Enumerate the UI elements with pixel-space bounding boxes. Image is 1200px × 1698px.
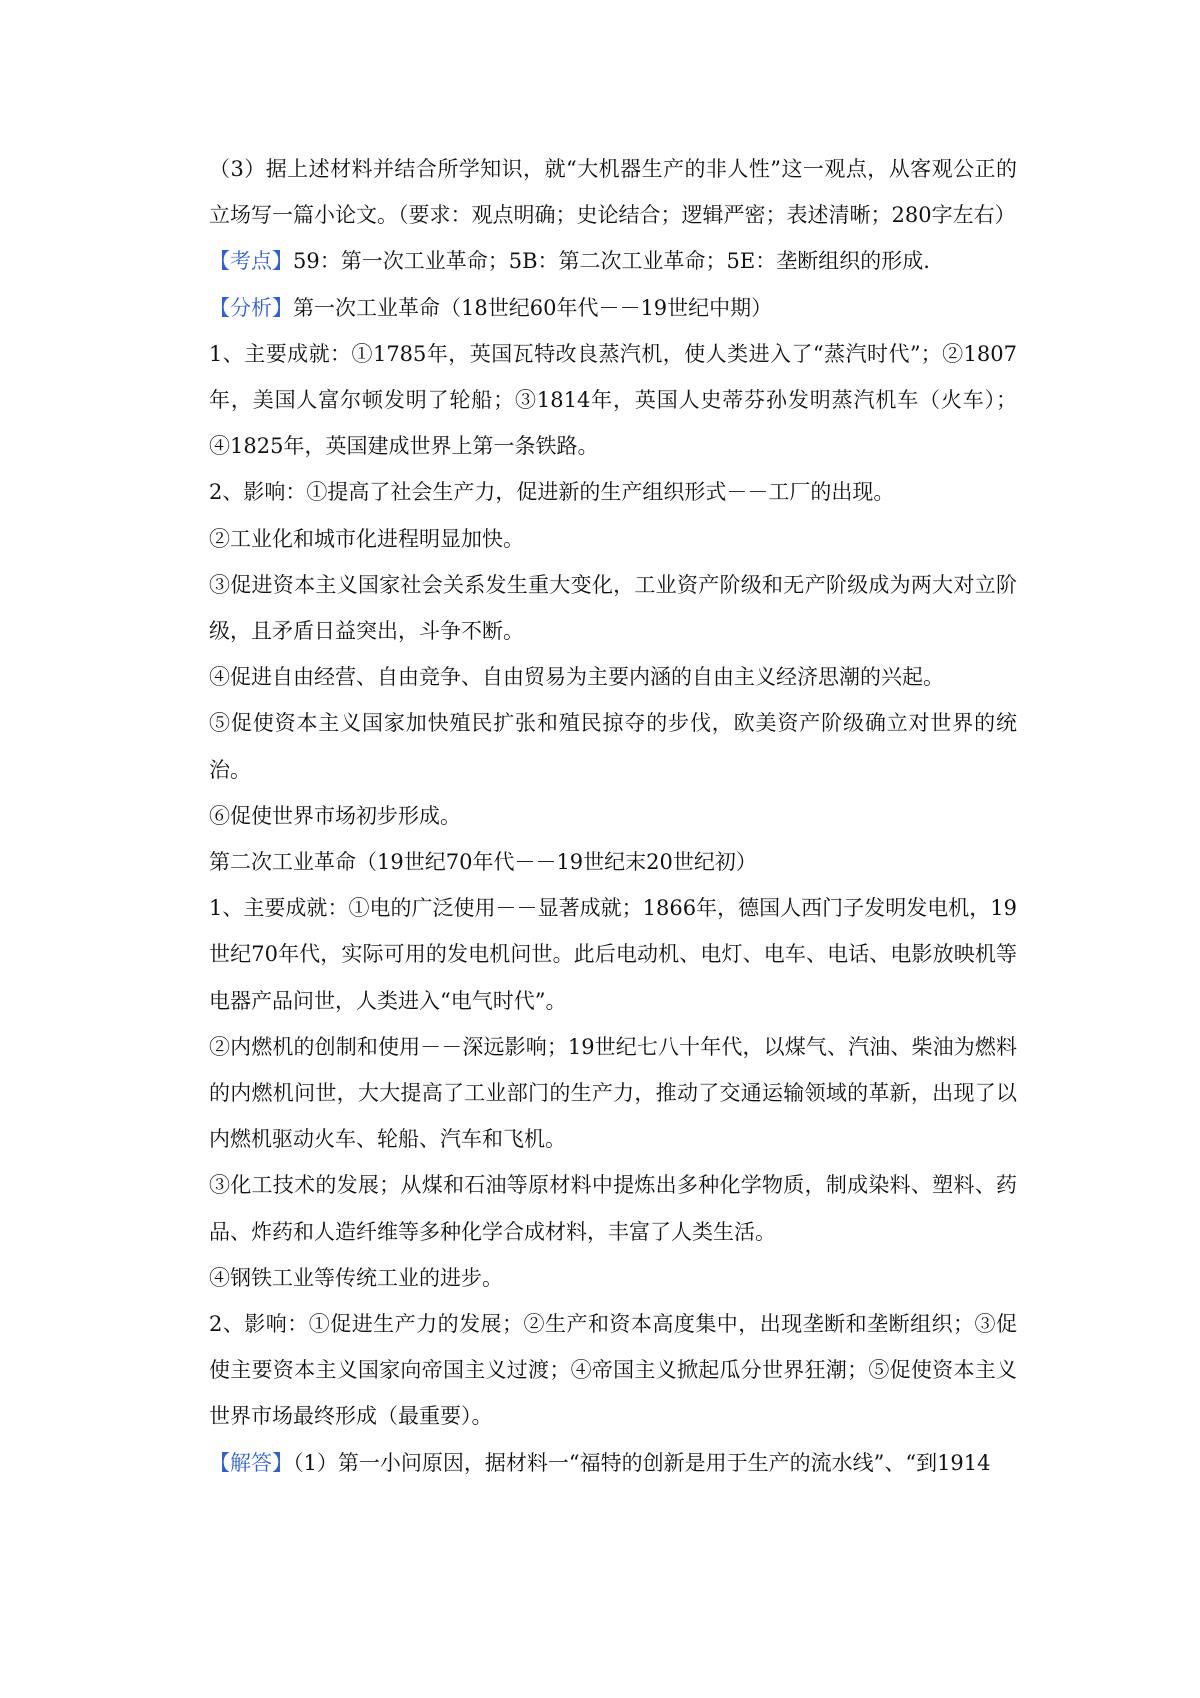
jieda-text: （1）第一小问原因，据材料一“福特的创新是用于生产的流水线”、“到1914 <box>293 1450 991 1475</box>
fenxi-text: 第一次工业革命（18世纪60年代－－19世纪中期） <box>293 295 773 320</box>
second-rev-achievement-4: ④钢铁工业等传统工业的进步。 <box>209 1265 503 1290</box>
first-rev-impact-3: ③促进资本主义国家社会关系发生重大变化，工业资产阶级和无产阶级成为两大对立阶级，且矛盾日益突出，斗争不断。 <box>209 572 1017 644</box>
question-3: （3）据上述材料并结合所学知识，就“大机器生产的非人性”这一观点，从客观公正的立场写一篇小论文。（要求：观点明确；史论结合；逻辑严密；表述清晰；280字左右） <box>209 157 1017 228</box>
first-rev-impact-2: ②工业化和城市化进程明显加快。 <box>209 526 524 551</box>
second-rev-heading: 第二次工业革命（19世纪70年代－－19世纪末20世纪初） <box>209 850 757 875</box>
first-rev-impact-5: ⑤促使资本主义国家加快殖民扩张和殖民掠夺的步伐，欧美资产阶级确立对世界的统治。 <box>209 711 1017 782</box>
jieda-paragraph <box>209 1440 1017 1486</box>
second-rev-achievement-3: ③化工技术的发展；从煤和石油等原材料中提炼出多种化学物质，制成染料、塑料、药品、炸药和人造纤维等多种化学合成材料，丰富了人类生活。 <box>209 1173 1017 1244</box>
kaodian-text: 59：第一次工业革命；5B：第二次工业革命；5E：垄断组织的形成. <box>293 249 930 274</box>
second-rev-achievement-1: 1、主要成就：①电的广泛使用－－显著成就；1866年，德国人西门子发明发电机，19世纪70年代，实际可用的发电机问世。此后电动机、电灯、电车、电话、电影放映机等电器产品问世，人类进入“电气时代”。 <box>209 896 1017 1013</box>
first-rev-impact-6: ⑥促使世界市场初步形成。 <box>209 803 461 828</box>
jieda-label: 【解答】 <box>209 1450 293 1475</box>
first-rev-impact-4: ④促进自由经营、自由竞争、自由贸易为主要内涵的自由主义经济思潮的兴起。 <box>209 665 944 690</box>
kaodian-paragraph <box>209 238 1017 284</box>
kaodian-label: 【考点】 <box>209 249 293 274</box>
first-rev-achievements: 1、主要成就：①1785年，英国瓦特改良蒸汽机，使人类进入了“蒸汽时代”；②1807年，美国人富尔顿发明了轮船；③1814年，英国人史蒂芬孙发明蒸汽机车（火车）；④1825年，英国建成世界上第一条铁路。 <box>209 341 1017 459</box>
fenxi-paragraph <box>209 285 1017 331</box>
second-rev-impact: 2、影响：①促进生产力的发展；②生产和资本高度集中，出现垄断和垄断组织；③促使主要资本主义国家向帝国主义过渡；④帝国主义掀起瓜分世界狂潮；⑤促使资本主义世界市场最终形成（最重要）。 <box>209 1312 1017 1429</box>
fenxi-label: 【分析】 <box>209 295 293 320</box>
first-rev-impact: 2、影响：①提高了社会生产力，促进新的生产组织形式－－工厂的出现。 <box>209 480 895 505</box>
document-page <box>209 146 1017 1486</box>
second-rev-achievement-2: ②内燃机的创制和使用－－深远影响；19世纪七八十年代，以煤气、汽油、柴油为燃料的内燃机问世，大大提高了工业部门的生产力，推动了交通运输领域的革新，出现了以内燃机驱动火车、轮船、汽车和飞机。 <box>209 1034 1017 1152</box>
